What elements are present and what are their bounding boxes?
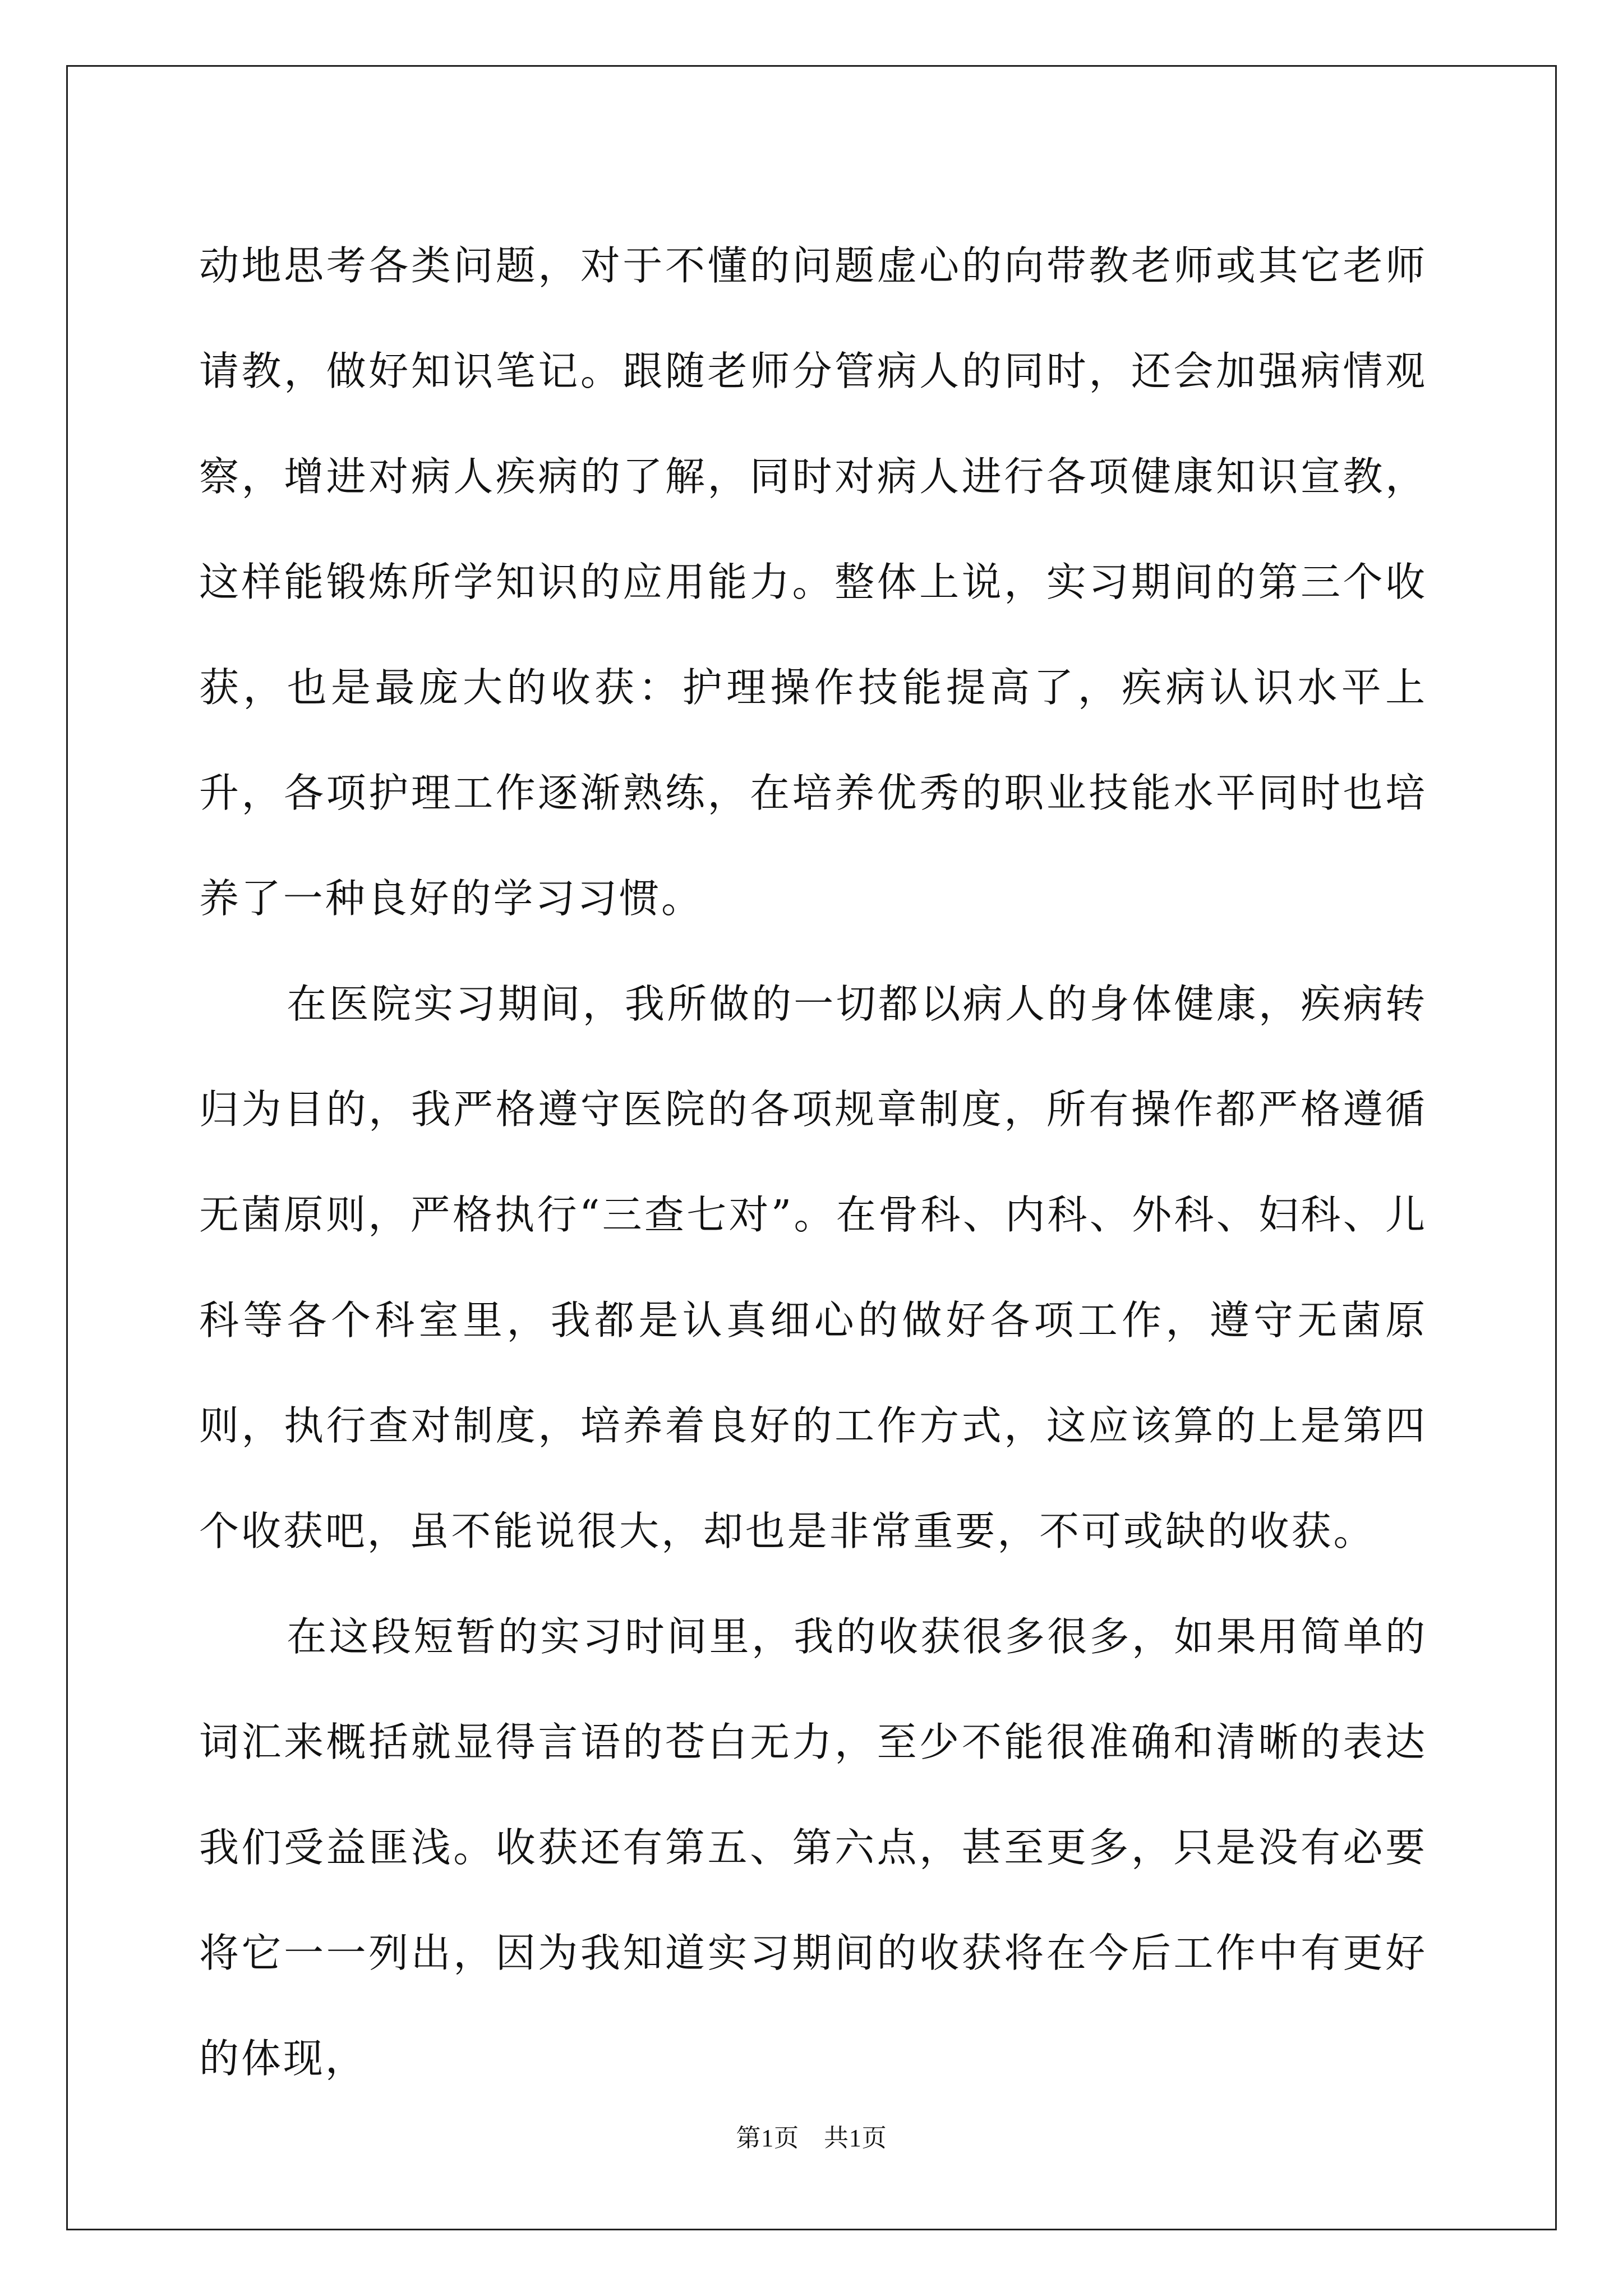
paragraph-1: 动地思考各类问题，对于不懂的问题虚心的向带教老师或其它老师请教，做好知识笔记。跟随老师分管病人的同时，还会加强病情观察，增进对病人疾病的了解，同时对病人进行各项健康知识宣教，这样能锻炼所学知识的应用能力。整体上说，实习期间的第三个收获，也是最庞大的收获：护理操作技能提高了，疾病认识水平上升，各项护理工作逐渐熟练，在培养优秀的职业技能水平同时也培养了一种良好的学习习惯。 [199, 242, 1427, 922]
document-body [199, 213, 1427, 2111]
page-number: 第1页 [736, 2124, 799, 2152]
page-total: 共1页 [824, 2124, 887, 2152]
page-footer [0, 2118, 1623, 2154]
paragraph-3: 在这段短暂的实习时间里，我的收获很多很多，如果用简单的词汇来概括就显得言语的苍白无力，至少不能很准确和清晰的表达我们受益匪浅。收获还有第五、第六点，甚至更多，只是没有必要将它一一列出，因为我知道实习期间的收获将在今后工作中有更好的体现， [199, 1613, 1427, 2082]
paragraph-2: 在医院实习期间，我所做的一切都以病人的身体健康，疾病转归为目的，我严格遵守医院的各项规章制度，所有操作都严格遵循无菌原则，严格执行“三查七对”。在骨科、内科、外科、妇科、儿科等各个科室里，我都是认真细心的做好各项工作，遵守无菌原则，执行查对制度，培养着良好的工作方式，这应该算的上是第四个收获吧，虽不能说很大，却也是非常重要，不可或缺的收获。 [199, 981, 1427, 1554]
